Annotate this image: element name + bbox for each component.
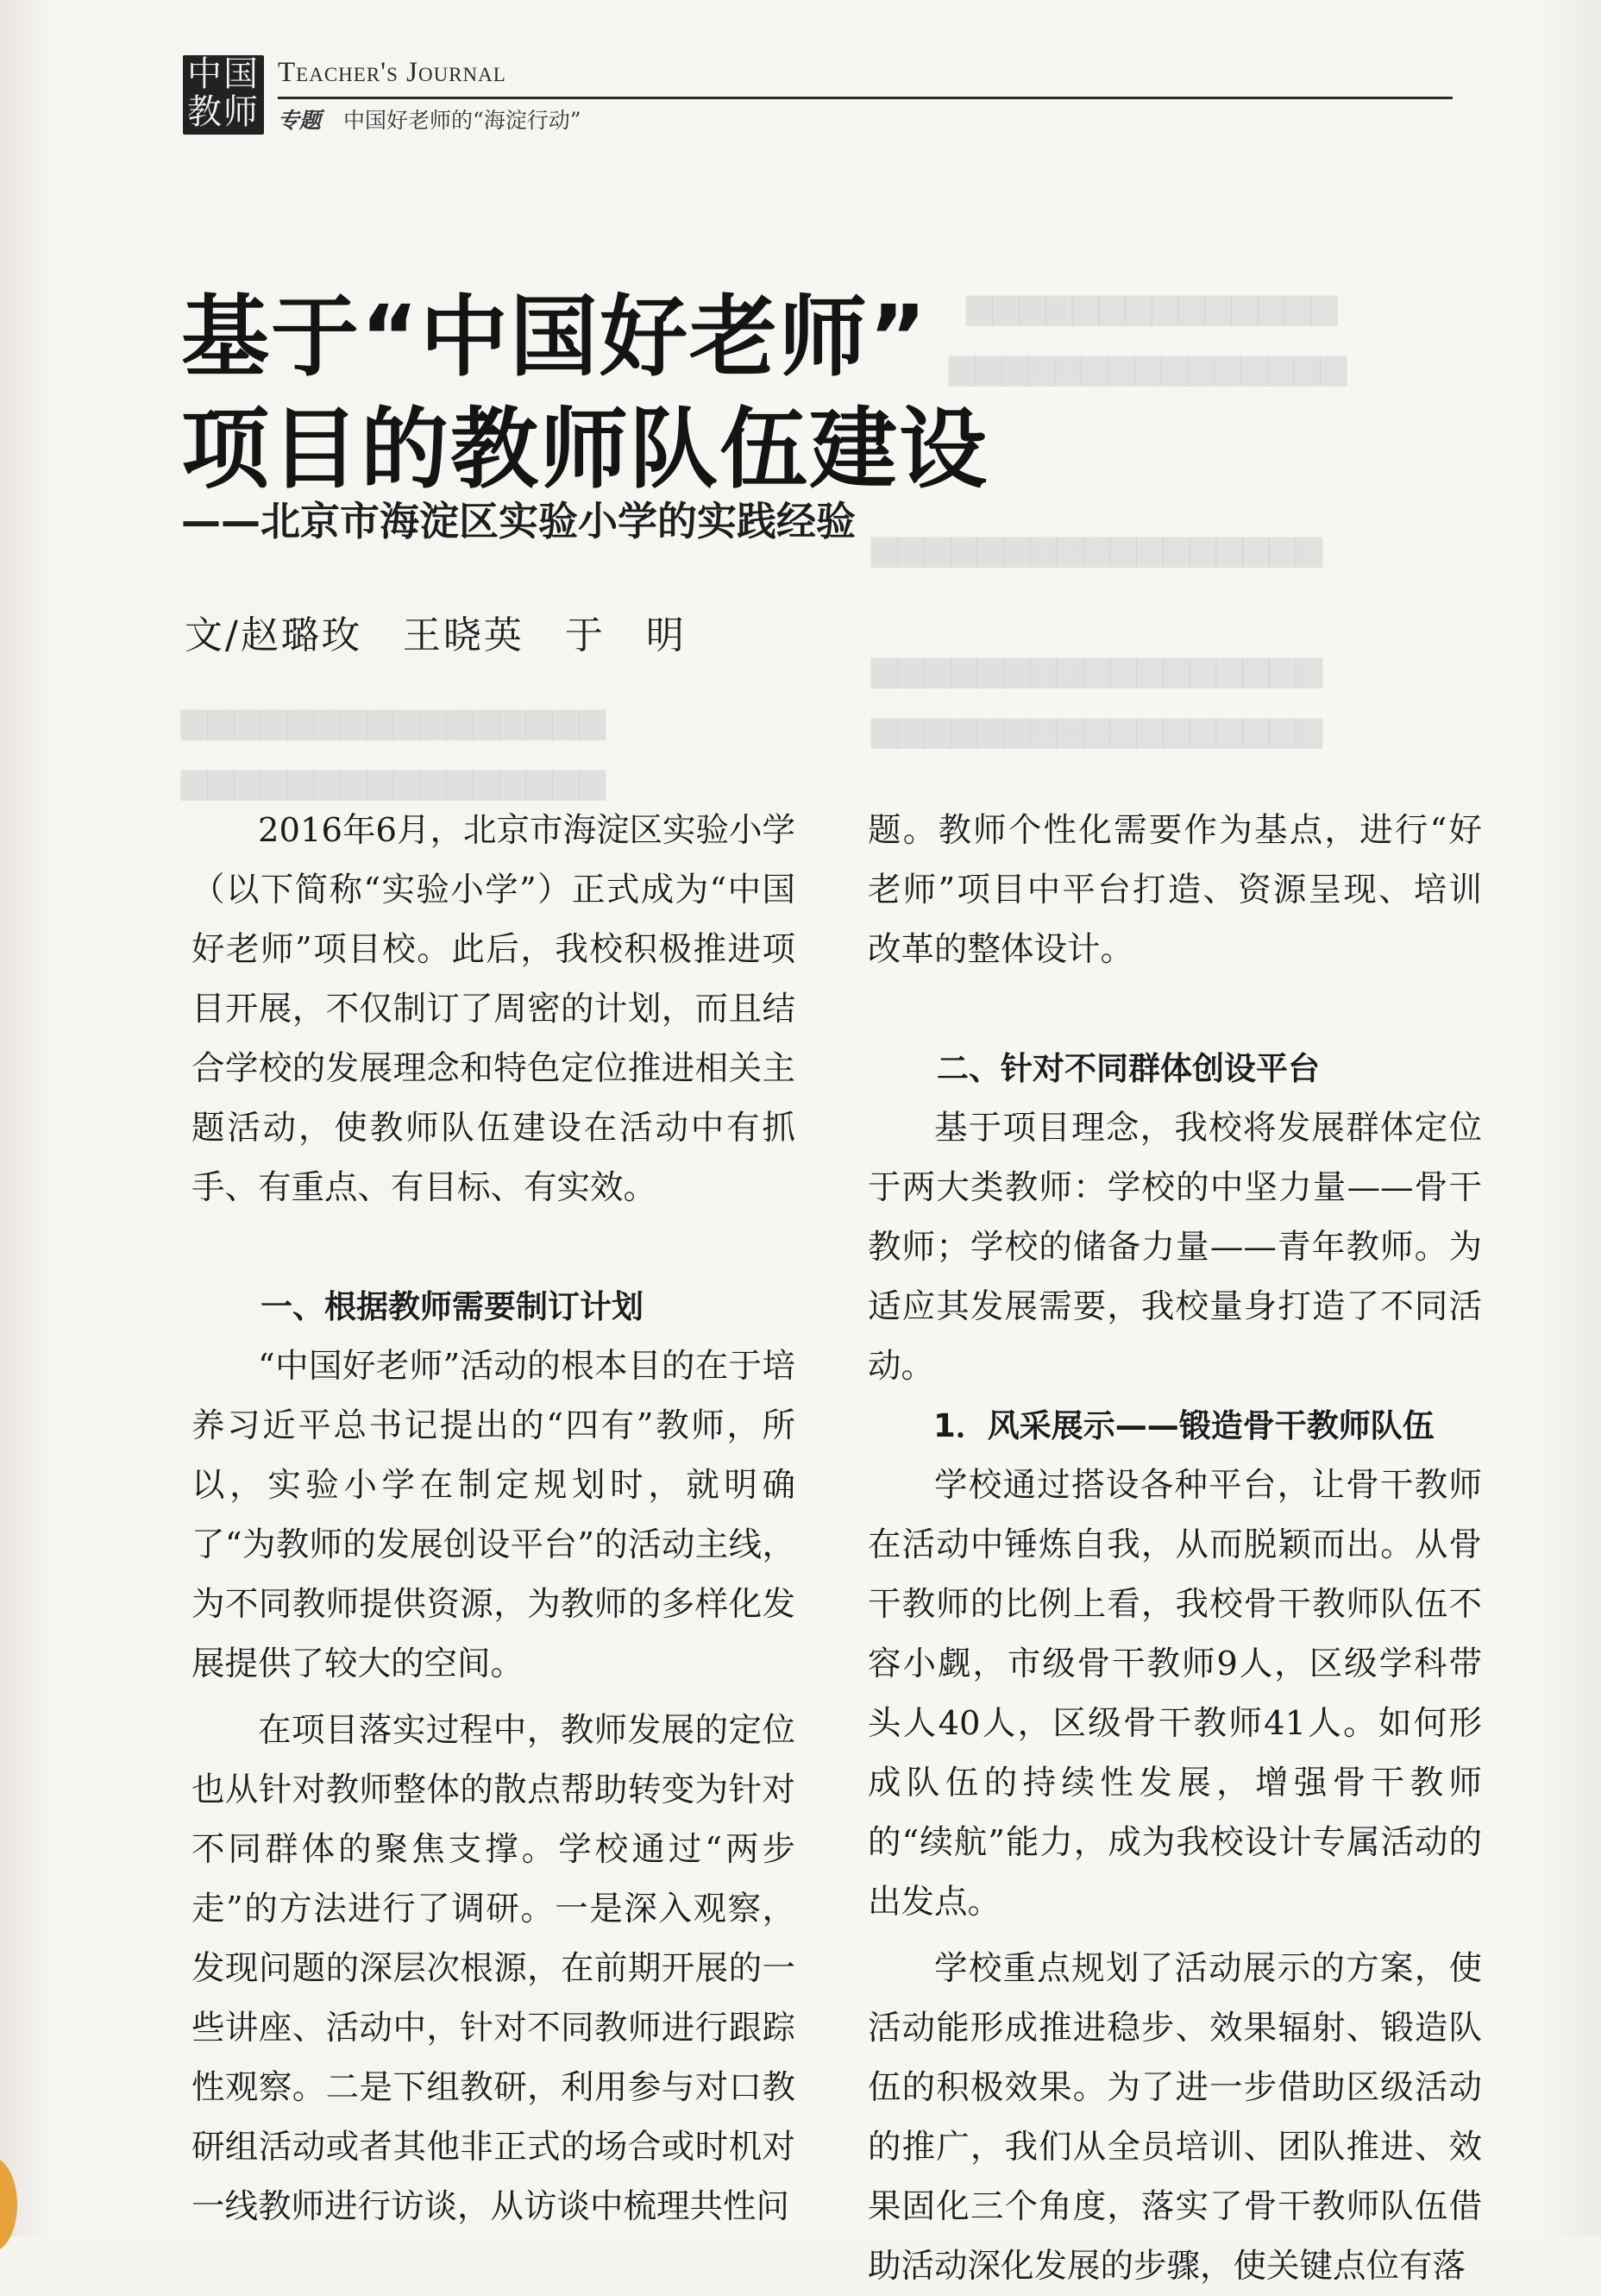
left-column — [191, 801, 795, 2236]
bleed-through-text: ▆▆▆▆▆▆▆▆▆▆▆▆▆▆▆▆ — [181, 761, 606, 801]
section-heading: 二、针对不同群体创设平台 — [937, 1050, 1320, 1087]
paragraph: “中国好老师”活动的根本目的在于培养习近平总书记提出的“四有”教师，所以，实验小学在制定规划时，就明确了“为教师的发展创设平台”的活动主线，为不同教师提供资源，为教师的多样化发展提供了较大的空间。 — [191, 1347, 795, 1683]
paragraph: 学校通过搭设各种平台，让骨干教师在活动中锤炼自我，从而脱颖而出。从骨干教师的比例上看，我校骨干教师队伍不容小觑，市级骨干教师9人，区级学科带头人40人，区级骨干教师41人。如何形成队伍的持续性发展，增强骨干教师的“续航”能力，成为我校设计专属活动的出发点。 — [868, 1466, 1482, 1922]
paragraph: 2016年6月，北京市海淀区实验小学（以下简称“实验小学”）正式成为“中国好老师”项目校。此后，我校积极推进项目开展，不仅制订了周密的计划，而且结合学校的发展理念和特色定位推进相关主题活动，使教师队伍建设在活动中有抓手、有重点、有目标、有实效。 — [191, 811, 795, 1207]
article-subtitle: ——北京市海淀区实验小学的实践经验 — [181, 498, 856, 544]
journal-name: Teacher's Journal — [278, 57, 506, 88]
bleed-through-text: ▆▆▆▆▆▆▆▆▆▆▆▆▆▆ — [966, 286, 1338, 326]
paragraph: 题。教师个性化需要作为基点，进行“好老师”项目中平台打造、资源呈现、培训改革的整体设计。 — [868, 811, 1482, 969]
section-header — [278, 104, 581, 135]
bleed-through-text: ▆▆▆▆▆▆▆▆▆▆▆▆▆▆▆▆ — [181, 701, 606, 740]
logo-line-2: 教师 — [187, 92, 260, 132]
journal-logo — [183, 55, 264, 135]
article-authors: 文/赵璐玫 王晓英 于 明 — [185, 613, 687, 657]
bleed-through-text: ▆▆▆▆▆▆▆▆▆▆▆▆▆▆▆▆▆ — [871, 649, 1322, 689]
spacer — [191, 1217, 795, 1277]
header-rule — [278, 97, 1453, 99]
bleed-through-text: ▆▆▆▆▆▆▆▆▆▆▆▆▆▆▆▆▆ — [871, 709, 1322, 749]
section-tag: 专题 — [278, 108, 322, 133]
subsection-heading: 1．风采展示——锻造骨干教师队伍 — [933, 1407, 1435, 1444]
section-heading: 一、根据教师需要制订计划 — [261, 1288, 644, 1325]
article-title-line-2: 项目的教师队伍建设 — [181, 399, 989, 501]
bleed-through-text: ▆▆▆▆▆▆▆▆▆▆▆▆▆▆▆▆▆ — [871, 528, 1322, 568]
paragraph: 基于项目理念，我校将发展群体定位于两大类教师：学校的中坚力量——骨干教师；学校的储备力量——青年教师。为适应其发展需要，我校量身打造了不同活动。 — [868, 1109, 1482, 1386]
paragraph: 在项目落实过程中，教师发展的定位也从针对教师整体的散点帮助转变为针对不同群体的聚焦支撑。学校通过“两步走”的方法进行了调研。一是深入观察，发现问题的深层次根源，在前期开展的一些讲座、活动中，针对不同教师进行跟踪性观察。二是下组教研，利用参与对口教研组活动或者其他非正式的场合或时机对一线教师进行访谈，从访谈中梳理共性问 — [191, 1711, 795, 2226]
article-title-line-1: 基于“中国好老师” — [181, 286, 929, 389]
bleed-through-text: ▆▆▆▆▆▆▆▆▆▆▆▆▆▆▆ — [949, 347, 1347, 387]
spacer — [868, 979, 1482, 1039]
logo-line-1: 中国 — [187, 54, 260, 94]
right-column — [868, 801, 1482, 2296]
paragraph: 学校重点规划了活动展示的方案，使活动能形成推进稳步、效果辐射、锻造队伍的积极效果。为了进一步借助区级活动的推广，我们从全员培训、团队推进、效果固化三个角度，落实了骨干教师队伍借助活动深化发展的步骤，使关键点位有落 — [868, 1949, 1482, 2286]
section-title: 中国好老师的“海淀行动” — [342, 108, 581, 133]
